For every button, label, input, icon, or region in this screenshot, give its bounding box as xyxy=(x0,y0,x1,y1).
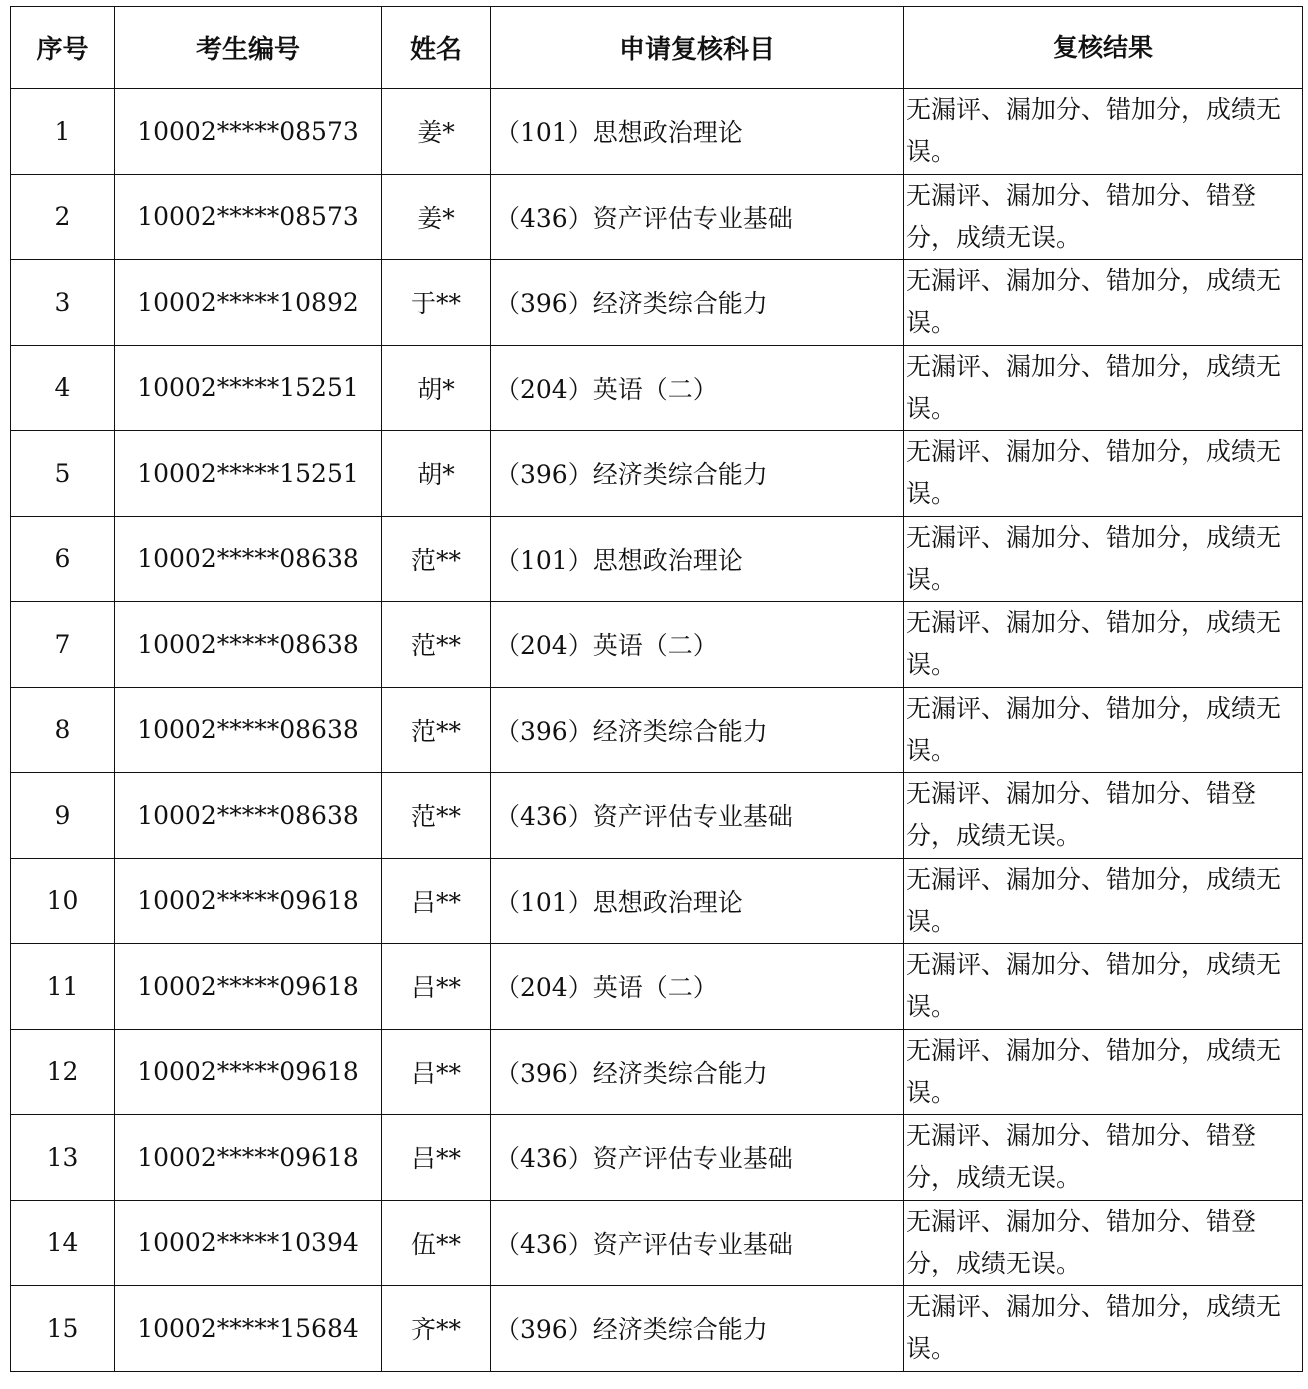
table-row xyxy=(11,1029,1303,1115)
cell-seq: 12 xyxy=(11,1029,115,1115)
cell-subject: （436）资产评估专业基础 xyxy=(491,773,904,859)
cell-candidate-id: 10002*****15251 xyxy=(115,345,382,431)
table-body xyxy=(11,89,1303,1372)
cell-candidate-id: 10002*****08638 xyxy=(115,687,382,773)
cell-subject: （436）资产评估专业基础 xyxy=(491,1115,904,1201)
cell-seq: 4 xyxy=(11,345,115,431)
cell-subject: （436）资产评估专业基础 xyxy=(491,1200,904,1286)
cell-subject: （204）英语（二） xyxy=(491,345,904,431)
table-row xyxy=(11,174,1303,260)
cell-candidate-id: 10002*****09618 xyxy=(115,1029,382,1115)
cell-result: 无漏评、漏加分、错加分，成绩无误。 xyxy=(904,260,1303,346)
cell-result: 无漏评、漏加分、错加分、错登分，成绩无误。 xyxy=(904,174,1303,260)
cell-subject: （396）经济类综合能力 xyxy=(491,1286,904,1372)
header-name: 姓名 xyxy=(382,7,491,89)
table-row xyxy=(11,1286,1303,1372)
cell-seq: 11 xyxy=(11,944,115,1030)
cell-name: 于** xyxy=(382,260,491,346)
cell-candidate-id: 10002*****09618 xyxy=(115,944,382,1030)
cell-subject: （101）思想政治理论 xyxy=(491,89,904,175)
cell-seq: 9 xyxy=(11,773,115,859)
cell-candidate-id: 10002*****15251 xyxy=(115,431,382,517)
cell-subject: （396）经济类综合能力 xyxy=(491,260,904,346)
cell-candidate-id: 10002*****09618 xyxy=(115,858,382,944)
cell-result: 无漏评、漏加分、错加分，成绩无误。 xyxy=(904,602,1303,688)
cell-result: 无漏评、漏加分、错加分，成绩无误。 xyxy=(904,858,1303,944)
cell-name: 齐** xyxy=(382,1286,491,1372)
cell-candidate-id: 10002*****08638 xyxy=(115,773,382,859)
cell-candidate-id: 10002*****09618 xyxy=(115,1115,382,1201)
cell-candidate-id: 10002*****08638 xyxy=(115,516,382,602)
cell-seq: 5 xyxy=(11,431,115,517)
table-row xyxy=(11,773,1303,859)
table-row xyxy=(11,431,1303,517)
cell-name: 范** xyxy=(382,602,491,688)
cell-subject: （396）经济类综合能力 xyxy=(491,687,904,773)
header-subject: 申请复核科目 xyxy=(491,7,904,89)
cell-subject: （436）资产评估专业基础 xyxy=(491,174,904,260)
cell-seq: 1 xyxy=(11,89,115,175)
cell-seq: 13 xyxy=(11,1115,115,1201)
table-row xyxy=(11,260,1303,346)
table-row xyxy=(11,687,1303,773)
cell-subject: （204）英语（二） xyxy=(491,602,904,688)
cell-name: 范** xyxy=(382,687,491,773)
cell-result: 无漏评、漏加分、错加分，成绩无误。 xyxy=(904,1029,1303,1115)
cell-subject: （204）英语（二） xyxy=(491,944,904,1030)
cell-name: 范** xyxy=(382,773,491,859)
cell-candidate-id: 10002*****08573 xyxy=(115,89,382,175)
cell-subject: （101）思想政治理论 xyxy=(491,858,904,944)
header-seq: 序号 xyxy=(11,7,115,89)
table-row xyxy=(11,602,1303,688)
cell-seq: 15 xyxy=(11,1286,115,1372)
cell-candidate-id: 10002*****08638 xyxy=(115,602,382,688)
review-results-table xyxy=(10,6,1303,1372)
cell-result: 无漏评、漏加分、错加分，成绩无误。 xyxy=(904,516,1303,602)
cell-subject: （396）经济类综合能力 xyxy=(491,431,904,517)
cell-name: 吕** xyxy=(382,944,491,1030)
cell-name: 吕** xyxy=(382,1115,491,1201)
cell-seq: 7 xyxy=(11,602,115,688)
cell-result: 无漏评、漏加分、错加分、错登分，成绩无误。 xyxy=(904,1200,1303,1286)
cell-name: 胡* xyxy=(382,345,491,431)
table-row xyxy=(11,944,1303,1030)
cell-result: 无漏评、漏加分、错加分，成绩无误。 xyxy=(904,944,1303,1030)
cell-candidate-id: 10002*****15684 xyxy=(115,1286,382,1372)
cell-name: 伍** xyxy=(382,1200,491,1286)
cell-result: 无漏评、漏加分、错加分、错登分，成绩无误。 xyxy=(904,773,1303,859)
cell-name: 吕** xyxy=(382,858,491,944)
header-candidate-id: 考生编号 xyxy=(115,7,382,89)
cell-name: 姜* xyxy=(382,174,491,260)
header-result: 复核结果 xyxy=(904,7,1303,89)
cell-candidate-id: 10002*****10394 xyxy=(115,1200,382,1286)
cell-result: 无漏评、漏加分、错加分，成绩无误。 xyxy=(904,431,1303,517)
cell-seq: 3 xyxy=(11,260,115,346)
table-row xyxy=(11,345,1303,431)
cell-seq: 14 xyxy=(11,1200,115,1286)
cell-candidate-id: 10002*****08573 xyxy=(115,174,382,260)
cell-name: 姜* xyxy=(382,89,491,175)
table-row xyxy=(11,1115,1303,1201)
table-row xyxy=(11,1200,1303,1286)
cell-name: 吕** xyxy=(382,1029,491,1115)
cell-seq: 8 xyxy=(11,687,115,773)
cell-result: 无漏评、漏加分、错加分、错登分，成绩无误。 xyxy=(904,1115,1303,1201)
cell-result: 无漏评、漏加分、错加分，成绩无误。 xyxy=(904,345,1303,431)
table-row xyxy=(11,89,1303,175)
cell-seq: 6 xyxy=(11,516,115,602)
cell-seq: 10 xyxy=(11,858,115,944)
cell-candidate-id: 10002*****10892 xyxy=(115,260,382,346)
cell-seq: 2 xyxy=(11,174,115,260)
table-row xyxy=(11,516,1303,602)
cell-result: 无漏评、漏加分、错加分，成绩无误。 xyxy=(904,1286,1303,1372)
table-header-row xyxy=(11,7,1303,89)
cell-name: 范** xyxy=(382,516,491,602)
cell-subject: （101）思想政治理论 xyxy=(491,516,904,602)
cell-result: 无漏评、漏加分、错加分，成绩无误。 xyxy=(904,687,1303,773)
cell-subject: （396）经济类综合能力 xyxy=(491,1029,904,1115)
cell-result: 无漏评、漏加分、错加分，成绩无误。 xyxy=(904,89,1303,175)
cell-name: 胡* xyxy=(382,431,491,517)
table-row xyxy=(11,858,1303,944)
